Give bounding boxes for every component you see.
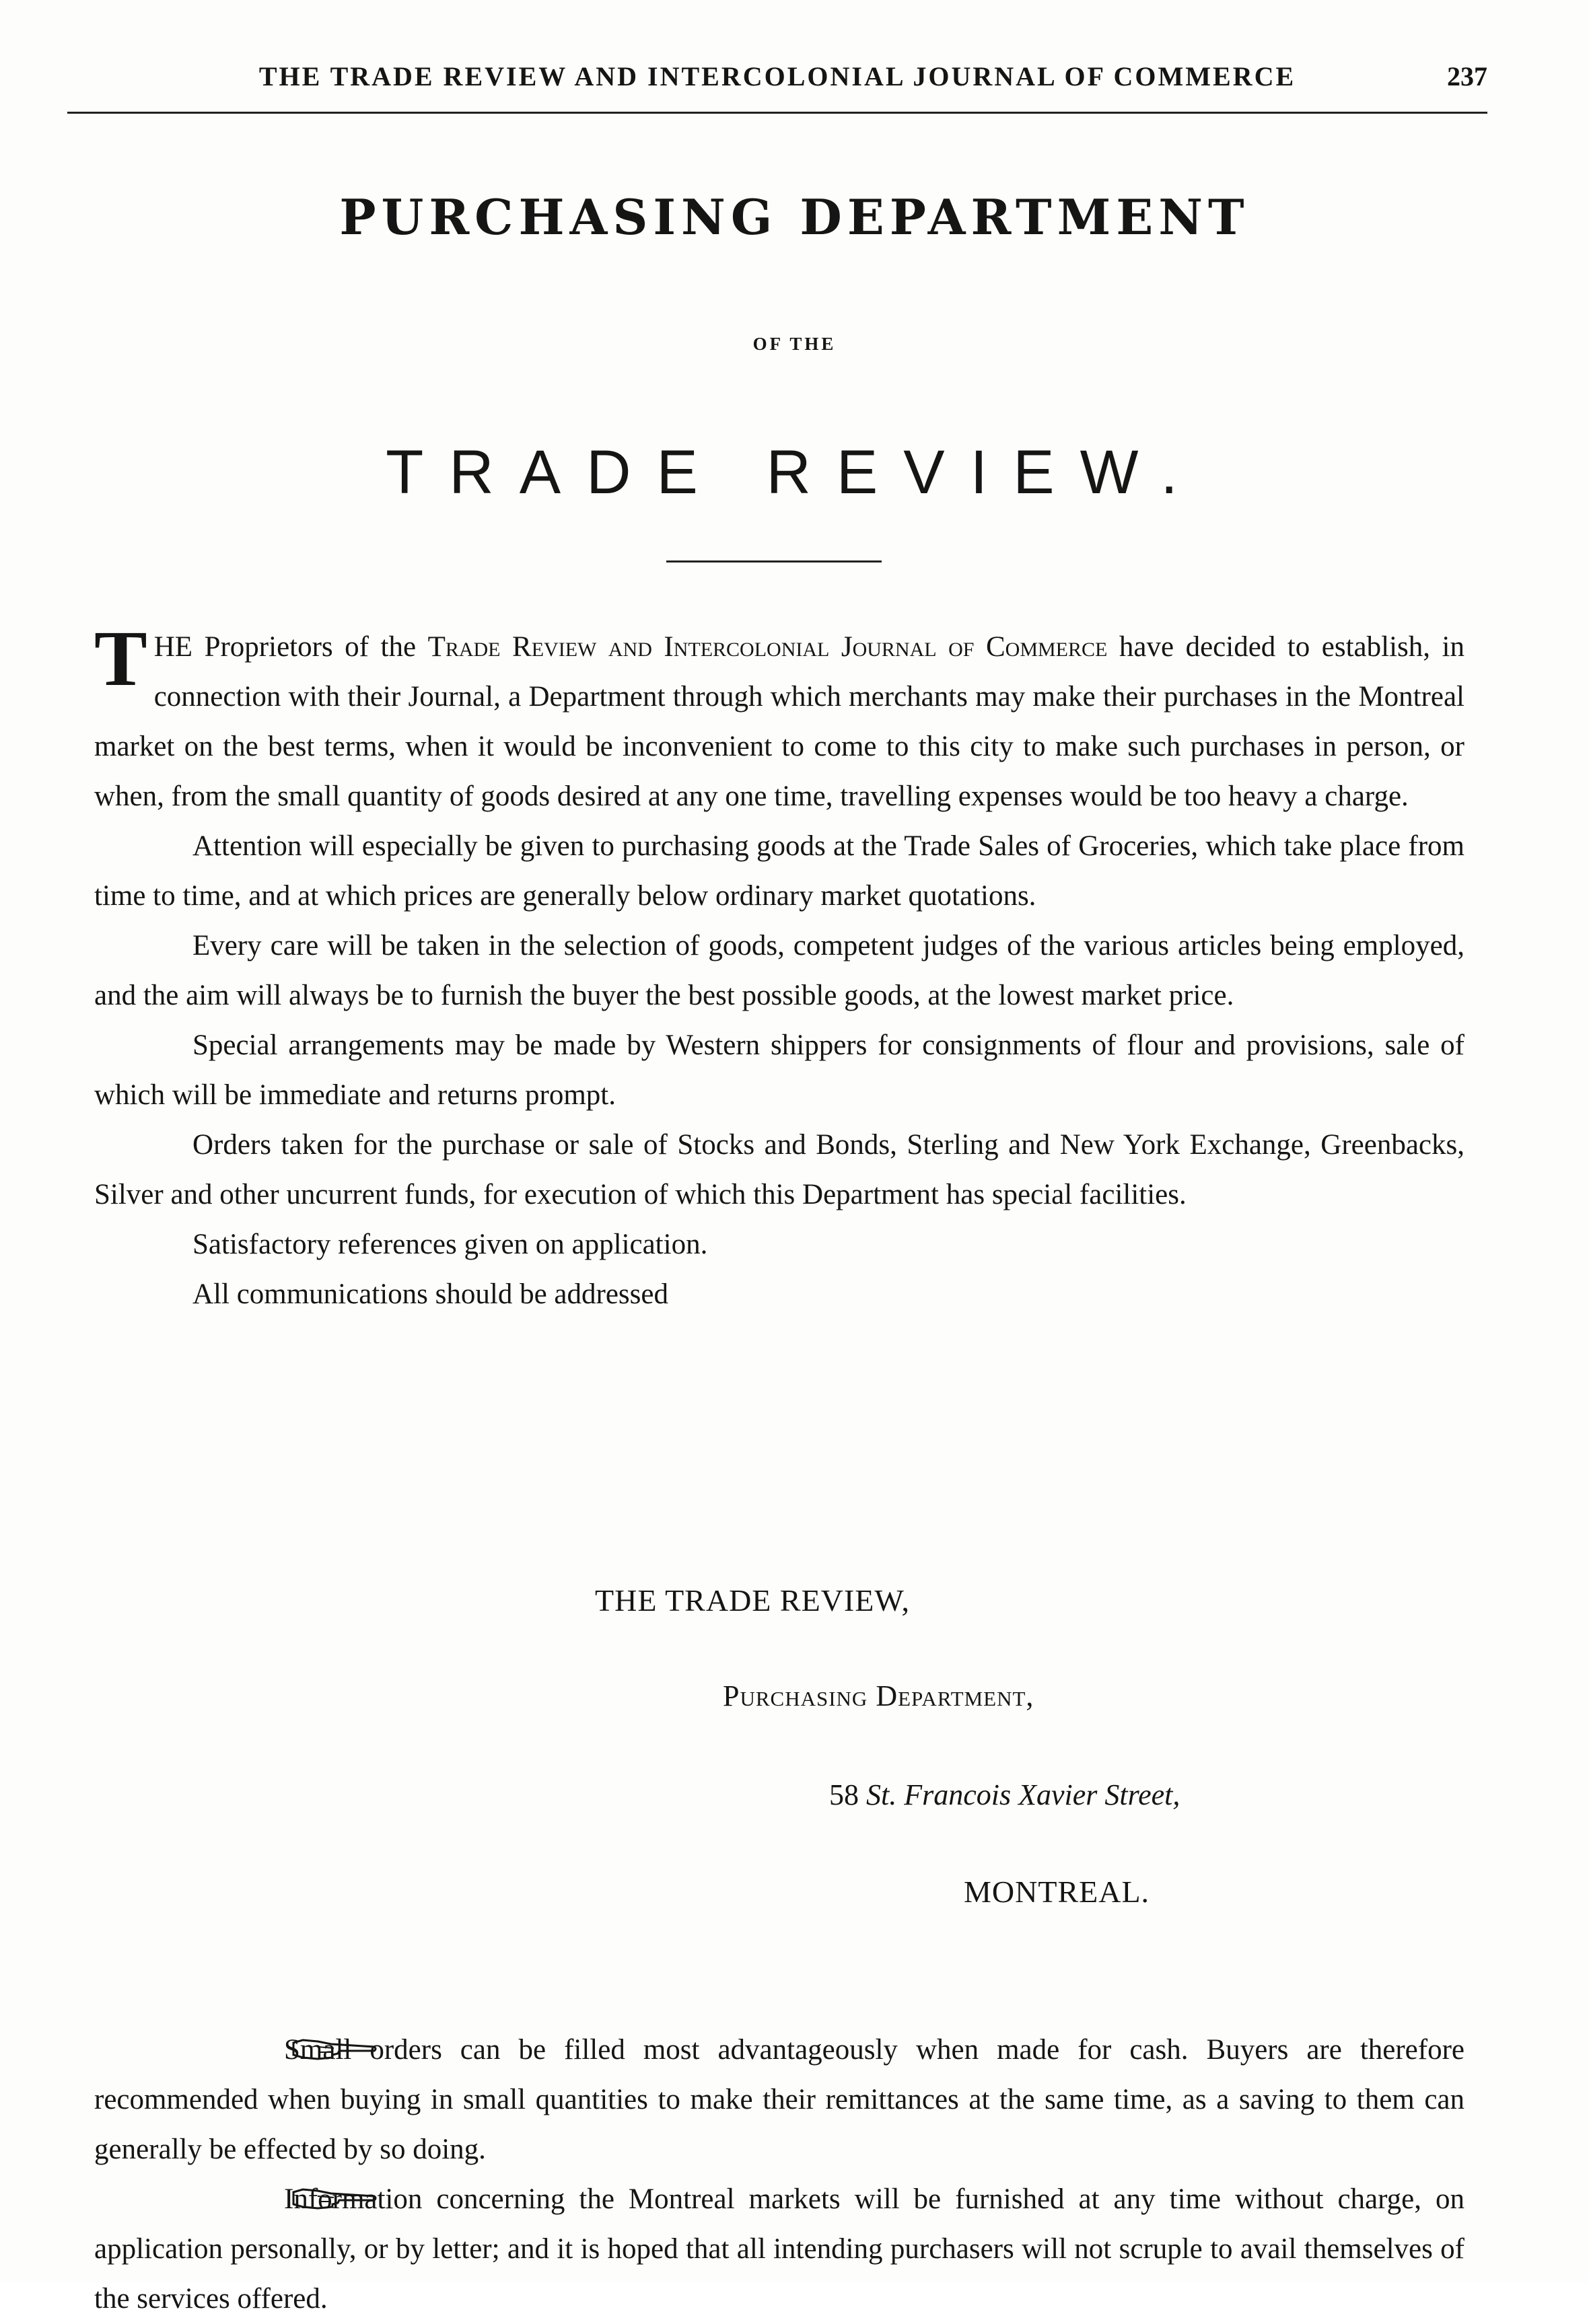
pointing-hand-icon [192, 2028, 280, 2052]
notice-market-info-text: Information concerning the Montreal markets will be furnished at any time without charge, on application personally, or by letter; and it is hoped that all intending purchasers will not scruple to avail themselves of the services offered. [94, 2183, 1464, 2315]
paragraph-trade-sales: Attention will especially be given to purchasing goods at the Trade Sales of Groceries, which take place from time to time, and at which prices are generally below ordinary market quotations. [94, 830, 1464, 912]
notice-cash-orders-text: Small orders can be filled most advantageously when made for cash. Buyers are therefore recommended when buying in small quantities to make their remittances at the same time, as a saving to them can generally be effected by so doing. [94, 2034, 1464, 2165]
publication-title: TRADE REVIEW. [386, 438, 1203, 507]
notice-cash-orders [94, 2025, 1464, 2175]
paragraph-address-intro: All communications should be addressed [192, 1278, 668, 1310]
paragraph-intro [94, 614, 1464, 822]
intro-rest: have decided to establish, in connection with their Journal, a Department through which merchants may make their purchases in the Montreal market on the best terms, when it would be inconvenient to come to this city to make such purchases in person, or when, from the small quantity of goods desired at any one time, travelling expenses would be too heavy a charge. [94, 631, 1464, 812]
address-name: THE TRADE REVIEW, [595, 1583, 911, 1618]
page-number: 237 [1447, 61, 1487, 92]
address-street [829, 1778, 1180, 1812]
notice-market-info [94, 2175, 1464, 2324]
header-rule [67, 112, 1487, 114]
paragraph-references: Satisfactory references given on application. [192, 1229, 708, 1260]
paragraph-selection: Every care will be taken in the selection of goods, competent judges of the various articles being employed, and the aim will always be to furnish the buyer the best possible goods, at the lowest market price. [94, 930, 1464, 1011]
street-name: St. Francois Xavier Street, [866, 1778, 1180, 1811]
running-title: THE TRADE REVIEW AND INTERCOLONIAL JOURNAL OF COMMERCE [258, 61, 1296, 92]
street-number: 58 [829, 1778, 866, 1811]
address-city: MONTREAL. [964, 1875, 1150, 1909]
drop-cap: T [94, 614, 147, 702]
department-title: PURCHASING DEPARTMENT [339, 188, 1250, 246]
pointing-hand-icon [192, 2177, 280, 2202]
address-department: Purchasing Department, [723, 1679, 1034, 1712]
body-text [94, 614, 1464, 1319]
intro-lead: HE Proprietors of the [153, 631, 428, 663]
title-rule [666, 560, 882, 562]
running-header [67, 61, 1487, 101]
of-the-subtitle: OF THE [752, 334, 837, 354]
notices [94, 2025, 1464, 2324]
paragraph-consignments: Special arrangements may be made by Western shippers for consignments of flour and provisions, sale of which will be immediate and returns prompt. [94, 1029, 1464, 1111]
journal-name: Trade Review and Intercolonial Journal of Commerce [427, 631, 1108, 663]
paragraph-stocks: Orders taken for the purchase or sale of Stocks and Bonds, Sterling and New York Exchange, Greenbacks, Silver and other uncurrent funds, for execution of which this Department has special facilities. [94, 1129, 1464, 1210]
